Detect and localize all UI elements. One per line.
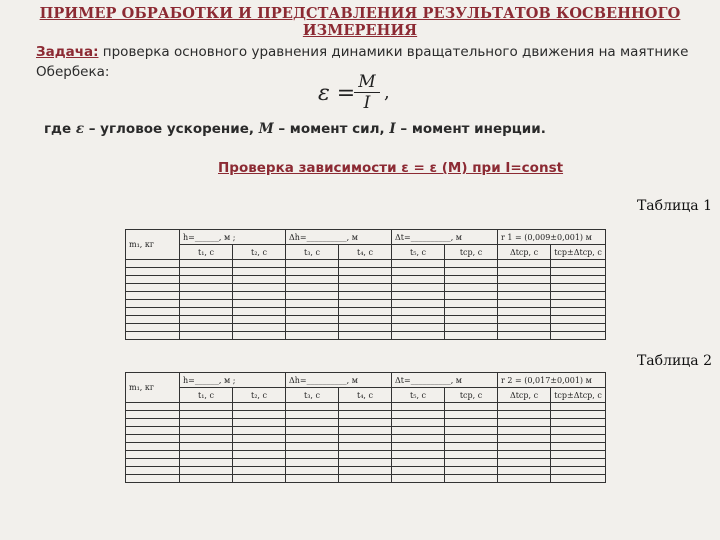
mass-header: m₁, кг bbox=[126, 230, 180, 260]
m-symbol: M bbox=[258, 121, 274, 137]
table-row bbox=[126, 300, 606, 308]
mass-header: m₁, кг bbox=[126, 373, 180, 403]
col-tavg: tср, с bbox=[445, 388, 498, 403]
dt-param: Δt=__________, м bbox=[392, 230, 498, 245]
col-t1: t₁, с bbox=[180, 245, 233, 260]
dh-param: Δh=__________, м bbox=[286, 373, 392, 388]
measurement-table-1 bbox=[125, 229, 606, 340]
table-row bbox=[126, 332, 606, 340]
table-2-body bbox=[126, 403, 606, 483]
table-row bbox=[126, 459, 606, 467]
table-row bbox=[126, 268, 606, 276]
formula-lhs: ε = bbox=[318, 81, 356, 106]
col-t2: t₂, с bbox=[233, 388, 286, 403]
i-definition: – момент инерции. bbox=[395, 121, 546, 137]
table-row bbox=[126, 308, 606, 316]
col-t2: t₂, с bbox=[233, 245, 286, 260]
section-title: Проверка зависимости ε = ε (M) при I=const bbox=[218, 160, 564, 176]
table-row bbox=[126, 451, 606, 459]
col-t4: t₄, с bbox=[339, 245, 392, 260]
h-param: h=______, м ; bbox=[180, 230, 286, 245]
table-row bbox=[126, 467, 606, 475]
radius-param: r 1 = (0,009±0,001) м bbox=[498, 230, 606, 245]
table-row bbox=[126, 475, 606, 483]
col-tavg: tср, с bbox=[445, 245, 498, 260]
m-definition: – момент сил, bbox=[273, 121, 390, 137]
variable-definitions bbox=[44, 121, 546, 137]
dt-param: Δt=__________, м bbox=[392, 373, 498, 388]
table-row bbox=[126, 411, 606, 419]
table-row bbox=[126, 316, 606, 324]
i-symbol: I bbox=[389, 121, 396, 137]
task-label: Задача: bbox=[36, 44, 99, 60]
table-1-body bbox=[126, 260, 606, 340]
formula bbox=[318, 73, 418, 117]
col-t4: t₄, с bbox=[339, 388, 392, 403]
table-row bbox=[126, 276, 606, 284]
table-row bbox=[126, 292, 606, 300]
table-row bbox=[126, 284, 606, 292]
col-tavg-pm: tср±Δtср, с bbox=[551, 245, 606, 260]
h-param: h=______, м ; bbox=[180, 373, 286, 388]
table-row bbox=[126, 427, 606, 435]
col-t3: t₃, с bbox=[286, 388, 339, 403]
radius-param: r 2 = (0,017±0,001) м bbox=[498, 373, 606, 388]
formula-fraction bbox=[354, 73, 380, 112]
page-title: ПРИМЕР ОБРАБОТКИ И ПРЕДСТАВЛЕНИЯ РЕЗУЛЬТАТОВ КОСВЕННОГО ИЗМЕРЕНИЯ bbox=[39, 5, 681, 39]
table-row bbox=[126, 435, 606, 443]
dh-param: Δh=__________, м bbox=[286, 230, 392, 245]
table-1-label: Таблица 1 bbox=[636, 198, 712, 214]
table-row bbox=[126, 260, 606, 268]
table-row bbox=[126, 419, 606, 427]
eps-definition: – угловое ускорение, bbox=[84, 121, 259, 137]
table-row bbox=[126, 324, 606, 332]
formula-denominator: I bbox=[363, 93, 371, 113]
col-dtavg: Δtср, с bbox=[498, 245, 551, 260]
where-prefix: где bbox=[44, 121, 76, 137]
col-dtavg: Δtср, с bbox=[498, 388, 551, 403]
formula-comma: , bbox=[384, 82, 390, 103]
formula-numerator: M bbox=[358, 72, 376, 92]
col-t1: t₁, с bbox=[180, 388, 233, 403]
col-t3: t₃, с bbox=[286, 245, 339, 260]
measurement-table-2 bbox=[125, 372, 606, 483]
task-text: проверка основного уравнения динамики вращательного движения на маятнике Обербека: bbox=[36, 44, 689, 80]
col-t5: t₅, с bbox=[392, 245, 445, 260]
table-row bbox=[126, 403, 606, 411]
col-tavg-pm: tср±Δtср, с bbox=[551, 388, 606, 403]
col-t5: t₅, с bbox=[392, 388, 445, 403]
eps-symbol: ε bbox=[75, 121, 85, 137]
table-2-label: Таблица 2 bbox=[636, 353, 712, 369]
table-row bbox=[126, 443, 606, 451]
